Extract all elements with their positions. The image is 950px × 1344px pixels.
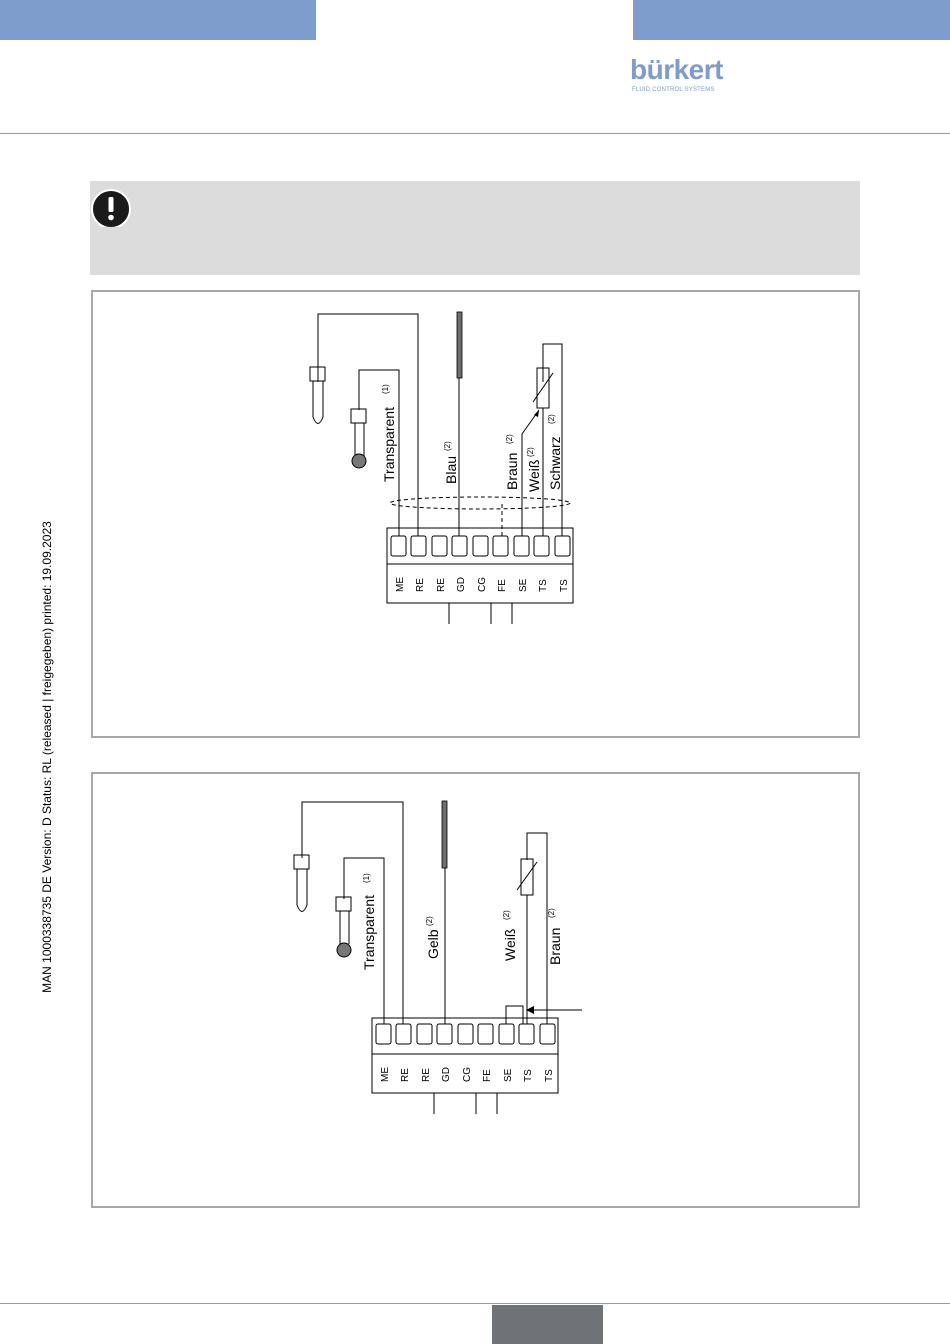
label-transparent-sup: (1) — [362, 873, 371, 883]
label-gelb: Gelb — [425, 929, 441, 959]
label-braun: Braun — [504, 452, 520, 490]
terminal-label: ME — [380, 1067, 391, 1082]
terminal-label: TS — [544, 1069, 555, 1082]
label-braun-sup: (2) — [547, 908, 556, 918]
label-weiss: Weiß — [526, 459, 542, 492]
footer-divider — [0, 1303, 950, 1304]
wiring-diagram-1-svg — [93, 292, 862, 740]
header-divider — [0, 133, 950, 134]
terminal-label: RE — [421, 1068, 432, 1082]
terminal-label: GD — [456, 577, 467, 592]
burkert-logo — [630, 56, 730, 96]
terminal-label: TS — [523, 1069, 534, 1082]
terminal-label: RE — [415, 578, 426, 592]
logo-wordmark: bürkert — [630, 54, 723, 85]
label-blau-sup: (2) — [443, 441, 452, 451]
terminal-label: GD — [441, 1067, 452, 1082]
wiring-diagram-2 — [91, 772, 860, 1208]
terminal-label: ME — [395, 577, 406, 592]
label-braun: Braun — [547, 927, 563, 965]
terminal-label: FE — [482, 1069, 493, 1082]
label-transparent-sup: (1) — [381, 384, 390, 394]
terminal-label: RE — [400, 1068, 411, 1082]
label-weiss: Weiß — [502, 928, 518, 961]
terminal-label: FE — [497, 579, 508, 592]
exclamation-icon — [90, 185, 132, 227]
label-weiss-sup: (2) — [526, 447, 535, 457]
document-info-text: MAN 1000338735 DE Version: D Status: RL (released | freigegeben) printed: 19.09.2023 — [40, 521, 54, 993]
page-number-tab — [492, 1305, 603, 1344]
terminal-label: CG — [462, 1067, 473, 1082]
label-schwarz-sup: (2) — [547, 414, 556, 424]
terminal-label: SE — [518, 578, 529, 592]
header-bar-left — [0, 0, 316, 40]
logo-tagline: FLUID CONTROL SYSTEMS — [632, 87, 715, 93]
label-transparent: Transparent — [381, 407, 397, 482]
wiring-diagram-2-svg — [93, 774, 862, 1210]
label-blau: Blau — [443, 455, 459, 484]
header-bar-right — [633, 0, 950, 40]
terminal-label: SE — [503, 1068, 514, 1082]
terminal-label: TS — [538, 579, 549, 592]
wiring-diagram-1 — [91, 290, 860, 738]
label-gelb-sup: (2) — [425, 916, 434, 926]
terminal-label: TS — [559, 579, 570, 592]
label-weiss-sup: (2) — [502, 910, 511, 920]
label-transparent: Transparent — [361, 895, 377, 970]
label-braun-sup: (2) — [505, 434, 514, 444]
label-schwarz: Schwarz — [547, 436, 563, 490]
terminal-label: CG — [477, 577, 488, 592]
terminal-label: RE — [436, 578, 447, 592]
note-box — [90, 181, 860, 275]
